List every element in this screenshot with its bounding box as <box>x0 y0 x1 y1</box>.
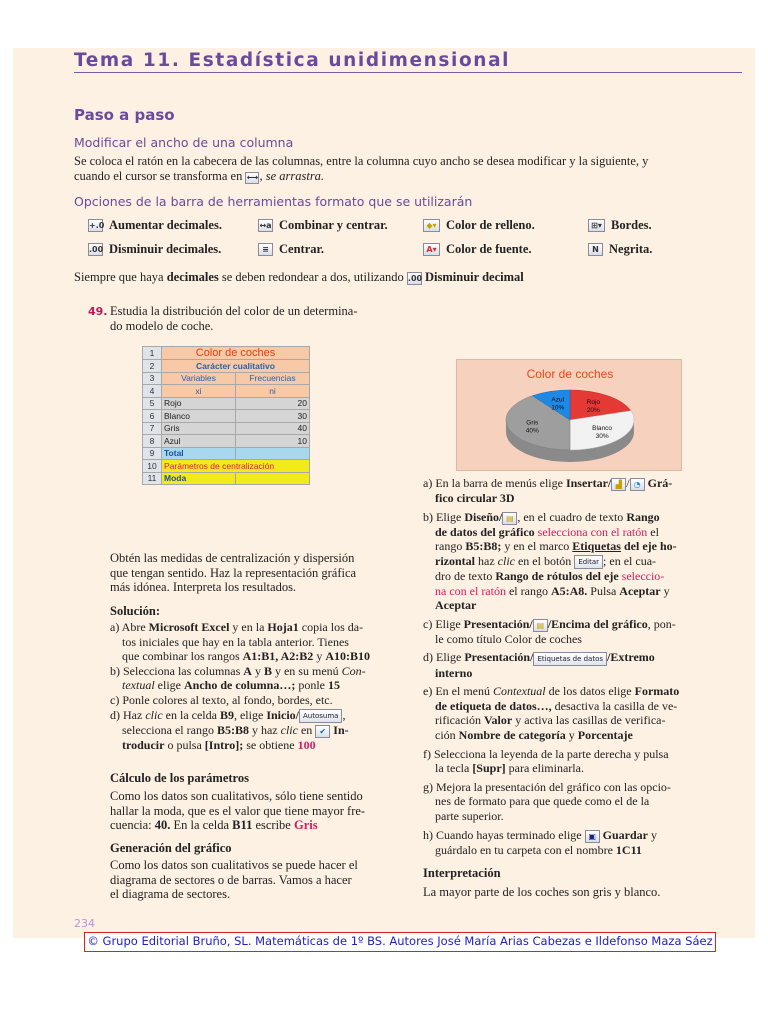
modify-width-line1: Se coloca el ratón en la cabecera de las columnas, entre la columna cuyo ancho se desea modificar y la siguiente, y <box>74 154 649 168</box>
interpretation-text: La mayor parte de los coches son gris y blanco. <box>423 885 661 899</box>
modify-width-line2-end: , se arrastra. <box>259 169 325 183</box>
step-c-right: c) Elige Presentación/ ▤ /Encima del gráfico, pon- le como título Color de coches <box>423 616 676 646</box>
step-h-right: h) Cuando hayas terminado elige ▣ Guardar y guárdalo en tu carpeta con el nombre 1C11 <box>423 827 657 857</box>
pie-label-azul-percent: 10% <box>551 404 565 412</box>
step-d-right: d) Elige Presentación/ Etiquetas de datos /Extremo interno <box>423 650 655 680</box>
save-icon: ▣ <box>585 830 600 843</box>
table-row: 7 Gris 40 <box>143 422 310 435</box>
decrease-decimal-icon: .00 <box>89 245 104 254</box>
pie-slices <box>506 390 634 450</box>
center-icon: ≡ <box>258 243 273 256</box>
modify-width-text <box>74 154 694 184</box>
page-title: Tema 11. Estadística unidimensional <box>74 50 511 71</box>
increase-decimal-icon: +.0 <box>89 221 105 230</box>
decrease-decimal-icon: .00 <box>407 274 423 283</box>
tool-center: ≡ Centrar. <box>258 242 324 257</box>
pie-label-gris-name: Gris <box>526 419 539 427</box>
modify-width-line2: cuando el cursor se transforma en <box>74 169 243 183</box>
checkmark-icon: ✔ <box>315 725 330 738</box>
step-d: d) Haz clic en la celda B9, elige Inicio/ Autosuma , selecciona el rango B5:B8 y haz clic en ✔ In- troducir o pulsa [Intro]; se obtiene 100 <box>110 707 349 752</box>
pie-chart <box>456 359 682 471</box>
table-row: 11 Moda <box>143 472 310 485</box>
table-row: 2 Carácter cualitativo <box>143 360 310 373</box>
modify-width-heading: Modificar el ancho de una columna <box>74 135 294 150</box>
table-row: 3 Variables Frecuencias <box>143 372 310 385</box>
decimals-note: Siempre que haya decimales se deben redondear a dos, utilizando .00 Disminuir decimal <box>74 270 524 284</box>
tool-decrease-decimal: .00 Disminuir decimales. <box>89 242 222 256</box>
section-title: Paso a paso <box>74 106 175 124</box>
interpretation-heading: Interpretación <box>423 866 501 880</box>
borders-icon: ⊞▾ <box>588 219 605 232</box>
table-row: 8 Azul 10 <box>143 435 310 448</box>
table-row: 1 Color de coches <box>143 347 310 360</box>
step-b-right: b) Elige Diseño/ ▤ , en el cuadro de texto Rango de datos del gráfico selecciona con el ratón el rango B5:B8; y en el marco Etiquetas del eje ho- rizontal haz clic en el botón Editar ; en el cua- dro de texto Rango de rótulos del eje seleccio- na con el ratón el rango A5:A8. Pulsa Aceptar y Aceptar <box>423 509 677 613</box>
tool-merge-center: ↔a Combinar y centrar. <box>259 218 388 232</box>
solution-heading: Solución: <box>110 604 161 618</box>
bold-icon: N <box>588 243 603 256</box>
data-labels-button: Etiquetas de datos <box>533 652 607 666</box>
step-b: b) Selecciona las columnas A y B y en su menú Con- textual elige Ancho de columna…; ponle 15 <box>110 663 366 693</box>
toolbar-options-heading: Opciones de la barra de herramientas formato que se utilizarán <box>74 194 473 209</box>
tool-increase-decimal: +.0 Aumentar decimales. <box>89 218 222 232</box>
pie-label-blanco-percent: 30% <box>595 432 609 440</box>
table-row: 9 Total <box>143 447 310 460</box>
calc-heading: Cálculo de los parámetros <box>110 771 249 785</box>
step-e-right: e) En el menú Contextual de los datos elige Formato de etiqueta de datos…, desactiva la casilla de ve- rificación Valor y activa las casillas de verifica- ción Nombre de categoría y Porcentaje <box>423 684 680 743</box>
autosum-button: Autosuma <box>299 709 342 723</box>
step-a-right: a) En la barra de menús elige Insertar/ ▟ / ◔ Grá- fico circular 3D <box>423 476 673 505</box>
tool-fill-color: ◆▾ Color de relleno. <box>423 218 535 233</box>
select-data-icon: ▤ <box>502 512 517 525</box>
copyright-footer: © Grupo Editorial Bruño, SL. Matemáticas de 1º BS. Autores José María Arias Cabezas e Ildefonso Maza Sáez <box>84 932 716 952</box>
tool-bold: N Negrita. <box>588 242 652 257</box>
fill-color-icon: ◆▾ <box>423 219 440 232</box>
pie-label-azul-name: Azul <box>551 396 565 404</box>
table-row: 6 Blanco 30 <box>143 410 310 423</box>
exercise-task: Obtén las medidas de centralización y dispersión que tengan sentido. Haz la representación gráfica más idónea. Interpreta los resultados. <box>110 551 357 595</box>
spreadsheet-table <box>142 346 310 485</box>
table-row: 10 Parámetros de centralización <box>143 460 310 473</box>
step-g-right: g) Mejora la presentación del gráfico con las opcio- nes de formato para que quede como el de la parte superior. <box>423 779 671 823</box>
step-a: a) Abre Microsoft Excel y en la Hoja1 copia los da- tos iniciales que hay en la tabla anterior. Tienes que combinar los rangos A1:B1, A2:B2 y A10:B10 <box>110 620 370 664</box>
pie-label-rojo-name: Rojo <box>586 398 601 406</box>
graph-text: Como los datos son cualitativos se puede hacer el diagrama de sectores o de barras. Vamos a hacer el diagrama de sectores. <box>110 858 358 902</box>
font-color-icon: A▾ <box>423 243 440 256</box>
right-steps <box>423 476 685 857</box>
exercise-number: 49. <box>88 305 108 318</box>
exercise-statement: 49. Estudia la distribución del color de un determina- do modelo de coche. <box>88 304 358 333</box>
resize-cursor-icon: ⟷ <box>246 173 259 182</box>
pie-chart-icon: ◔ <box>630 478 645 491</box>
title-rule <box>74 72 742 73</box>
chart-title: Color de coches <box>526 367 614 381</box>
chart-insert-icon: ▟ <box>611 478 626 491</box>
calc-text: Como los datos son cualitativos, sólo tiene sentido hallar la moda, que es el valor que tiene mayor fre- cuencia: 40. En la celda B11 escribe Gris <box>110 789 366 833</box>
table-row: 5 Rojo 20 <box>143 397 310 410</box>
tool-borders: ⊞▾ Bordes. <box>588 218 652 233</box>
page-number: 234 <box>74 917 95 930</box>
graph-heading: Generación del gráfico <box>110 841 232 855</box>
pie-chart-svg <box>457 360 683 472</box>
edit-button: Editar <box>574 555 603 569</box>
table-row: 4 xi ni <box>143 385 310 398</box>
pie-label-blanco-name: Blanco <box>592 424 613 432</box>
solution-steps <box>110 620 372 752</box>
step-f-right: f) Selecciona la leyenda de la parte derecha y pulsa la tecla [Supr] para eliminarla. <box>423 746 669 776</box>
tool-font-color: A▾ Color de fuente. <box>423 242 532 257</box>
chart-title-icon: ▤ <box>533 619 548 632</box>
pie-label-gris-percent: 40% <box>525 427 539 435</box>
pie-label-rojo-percent: 20% <box>586 406 600 414</box>
merge-center-icon: ↔a <box>259 221 272 230</box>
step-c: c) Ponle colores al texto, al fondo, bordes, etc. <box>110 692 333 707</box>
